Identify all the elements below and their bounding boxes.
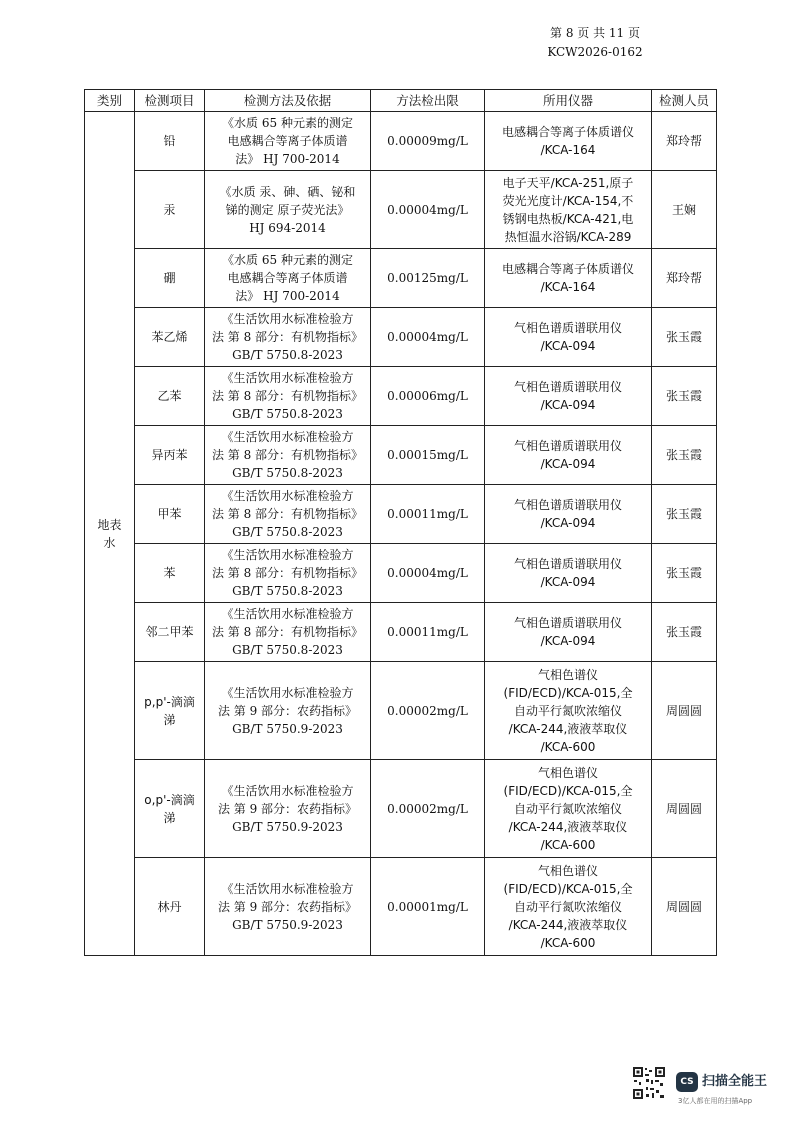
text-line: 法 第 9 部分：农药指标》: [217, 899, 358, 914]
table-row: [85, 485, 717, 544]
instrument-cell: [485, 308, 652, 367]
text-line: 邻二甲苯: [145, 625, 194, 639]
table-row: [85, 308, 717, 367]
method-cell: [205, 249, 371, 308]
text-line: 荧光光度计/KCA-154,不: [502, 193, 634, 208]
text-line: 气相色谱质谱联用仪: [513, 321, 622, 335]
test-item-cell: [135, 112, 205, 171]
detection-limit-cell: 0.00011mg/L: [371, 603, 485, 662]
tester-cell: 周圆圆: [652, 760, 717, 858]
tester-cell: 张玉霞: [652, 603, 717, 662]
text-line: 硼: [163, 271, 176, 285]
table-row: [85, 603, 717, 662]
text-line: 乙苯: [157, 389, 182, 403]
text-line: 林丹: [157, 899, 182, 914]
text-line: 《生活饮用水标准检验方: [221, 607, 354, 621]
table-row: [85, 662, 717, 760]
header-category: 类别: [85, 90, 135, 112]
text-line: 气相色谱质谱联用仪: [513, 557, 622, 571]
text-line: 苯乙烯: [151, 330, 188, 344]
text-line: 法》 HJ 700-2014: [235, 152, 340, 166]
test-item-cell: [135, 544, 205, 603]
camscanner-name: 扫描全能王: [702, 1074, 768, 1089]
tester-cell: 张玉霞: [652, 544, 717, 603]
header-test-item: 检测项目: [135, 90, 205, 112]
test-item-cell: [135, 662, 205, 760]
test-item-cell: [135, 858, 205, 956]
text-line: /KCA-094: [540, 398, 596, 412]
method-cell: [205, 112, 371, 171]
test-item-cell: [135, 249, 205, 308]
detection-limit-cell: 0.00009mg/L: [371, 112, 485, 171]
header-tester: 检测人员: [652, 90, 717, 112]
detection-limit-cell: 0.00125mg/L: [371, 249, 485, 308]
test-item-cell: [135, 308, 205, 367]
text-line: /KCA-600: [540, 935, 596, 950]
text-line: 《水质 65 种元素的测定: [222, 116, 353, 130]
text-line: 法 第 9 部分：农药指标》: [217, 801, 358, 816]
text-line: 苯: [163, 566, 176, 580]
text-line: 法 第 8 部分：有机物指标》: [211, 389, 364, 403]
tester-cell: 张玉霞: [652, 426, 717, 485]
text-line: /KCA-094: [540, 457, 596, 471]
text-line: GB/T 5750.9-2023: [232, 819, 343, 834]
method-cell: [205, 603, 371, 662]
text-line: 法 第 8 部分：有机物指标》: [211, 448, 364, 462]
detection-limit-cell: 0.00011mg/L: [371, 485, 485, 544]
text-line: /KCA-164: [540, 143, 596, 157]
text-line: 锑的测定 原子荧光法》: [225, 202, 350, 217]
text-line: GB/T 5750.9-2023: [232, 721, 343, 736]
text-line: /KCA-244,液液萃取仪: [508, 917, 628, 932]
tester-cell: 周圆圆: [652, 662, 717, 760]
text-line: 法 第 8 部分：有机物指标》: [211, 507, 364, 521]
text-line: 气相色谱质谱联用仪: [513, 498, 622, 512]
test-item-cell: [135, 485, 205, 544]
table-row: [85, 112, 717, 171]
text-line: 法 第 8 部分：有机物指标》: [211, 625, 364, 639]
text-line: 气相色谱仪: [537, 765, 598, 780]
detection-limit-cell: 0.00004mg/L: [371, 308, 485, 367]
instrument-cell: [485, 603, 652, 662]
table-row: [85, 544, 717, 603]
text-line: (FID/ECD)/KCA-015,全: [503, 881, 633, 896]
text-line: /KCA-094: [540, 634, 596, 648]
instrument-cell: [485, 249, 652, 308]
test-item-cell: [135, 171, 205, 249]
text-line: GB/T 5750.9-2023: [232, 917, 343, 932]
tester-cell: 王娴: [652, 171, 717, 249]
text-line: 铅: [163, 134, 176, 148]
text-line: 《水质 汞、砷、硒、铋和: [219, 184, 356, 199]
text-line: /KCA-244,液液萃取仪: [508, 721, 628, 736]
text-line: 自动平行氮吹浓缩仪: [513, 801, 622, 816]
text-line: 涕: [163, 810, 176, 825]
instrument-cell: [485, 367, 652, 426]
text-line: 法》 HJ 700-2014: [235, 289, 340, 303]
text-line: 电感耦合等离子体质谱: [227, 134, 348, 148]
text-line: p,p'-滴滴: [144, 694, 195, 709]
text-line: /KCA-094: [540, 575, 596, 589]
method-cell: [205, 858, 371, 956]
text-line: 电感耦合等离子体质谱: [227, 271, 348, 285]
table-row: [85, 171, 717, 249]
method-cell: [205, 485, 371, 544]
text-line: 自动平行氮吹浓缩仪: [513, 899, 622, 914]
text-line: GB/T 5750.8-2023: [232, 348, 343, 362]
test-methods-table: [84, 89, 717, 956]
detection-limit-cell: 0.00006mg/L: [371, 367, 485, 426]
text-line: /KCA-094: [540, 516, 596, 530]
text-line: 《生活饮用水标准检验方: [221, 489, 354, 503]
text-line: 《生活饮用水标准检验方: [221, 685, 354, 700]
report-number: KCW2026-0162: [547, 45, 643, 59]
header-method: 检测方法及依据: [205, 90, 371, 112]
text-line: /KCA-094: [540, 339, 596, 353]
text-line: 《生活饮用水标准检验方: [221, 548, 354, 562]
table-row: [85, 249, 717, 308]
detection-limit-cell: 0.00004mg/L: [371, 544, 485, 603]
detection-limit-cell: 0.00002mg/L: [371, 760, 485, 858]
table-row: [85, 426, 717, 485]
tester-cell: 郑玲帮: [652, 112, 717, 171]
table-header-row: [85, 90, 717, 112]
header-detection-limit: 方法检出限: [371, 90, 485, 112]
text-line: 《生活饮用水标准检验方: [221, 312, 354, 326]
page-header: [520, 24, 670, 62]
camscanner-tagline: 3亿人都在用的扫描App: [678, 1097, 753, 1105]
method-cell: [205, 367, 371, 426]
text-line: 锈钢电热板/KCA-421,电: [502, 211, 634, 226]
table-body: [85, 112, 717, 956]
tester-cell: 周圆圆: [652, 858, 717, 956]
test-item-cell: [135, 603, 205, 662]
text-line: /KCA-244,液液萃取仪: [508, 819, 628, 834]
camscanner-logo: CS: [676, 1072, 698, 1092]
text-line: 电感耦合等离子体质谱仪: [501, 125, 634, 139]
detection-limit-cell: 0.00001mg/L: [371, 858, 485, 956]
text-line: HJ 694-2014: [249, 220, 326, 235]
text-line: 气相色谱质谱联用仪: [513, 616, 622, 630]
page-number: 第 8 页 共 11 页: [550, 26, 640, 40]
text-line: 水: [103, 535, 116, 550]
instrument-cell: [485, 760, 652, 858]
tester-cell: 郑玲帮: [652, 249, 717, 308]
method-cell: [205, 171, 371, 249]
text-line: 涕: [163, 712, 176, 727]
text-line: 《水质 65 种元素的测定: [222, 253, 353, 267]
tester-cell: 张玉霞: [652, 367, 717, 426]
method-cell: [205, 662, 371, 760]
test-item-cell: [135, 760, 205, 858]
text-line: 气相色谱仪: [537, 863, 598, 878]
text-line: 《生活饮用水标准检验方: [221, 881, 354, 896]
text-line: 《生活饮用水标准检验方: [221, 371, 354, 385]
text-line: 电感耦合等离子体质谱仪: [501, 262, 634, 276]
text-line: 甲苯: [157, 507, 182, 521]
instrument-cell: [485, 662, 652, 760]
detection-limit-cell: 0.00002mg/L: [371, 662, 485, 760]
text-line: 自动平行氮吹浓缩仪: [513, 703, 622, 718]
text-line: 地表: [97, 517, 122, 532]
text-line: 异丙苯: [151, 448, 188, 462]
text-line: GB/T 5750.8-2023: [232, 407, 343, 421]
table-row: [85, 760, 717, 858]
text-line: 气相色谱仪: [537, 667, 598, 682]
category-cell: [85, 112, 135, 956]
text-line: /KCA-600: [540, 837, 596, 852]
detection-limit-cell: 0.00015mg/L: [371, 426, 485, 485]
instrument-cell: [485, 426, 652, 485]
table-row: [85, 367, 717, 426]
text-line: 汞: [163, 202, 176, 217]
text-line: 气相色谱质谱联用仪: [513, 439, 622, 453]
method-cell: [205, 308, 371, 367]
qr-code-icon: [632, 1066, 666, 1100]
table-row: [85, 858, 717, 956]
text-line: 法 第 9 部分：农药指标》: [217, 703, 358, 718]
method-cell: [205, 426, 371, 485]
text-line: 法 第 8 部分：有机物指标》: [211, 566, 364, 580]
instrument-cell: [485, 858, 652, 956]
text-line: /KCA-164: [540, 280, 596, 294]
tester-cell: 张玉霞: [652, 308, 717, 367]
text-line: 电子天平/KCA-251,原子: [502, 175, 634, 190]
detection-limit-cell: 0.00004mg/L: [371, 171, 485, 249]
text-line: GB/T 5750.8-2023: [232, 525, 343, 539]
text-line: (FID/ECD)/KCA-015,全: [503, 685, 633, 700]
scanner-watermark: [632, 1066, 782, 1110]
text-line: 气相色谱质谱联用仪: [513, 380, 622, 394]
header-instrument: 所用仪器: [485, 90, 652, 112]
text-line: 法 第 8 部分：有机物指标》: [211, 330, 364, 344]
method-cell: [205, 544, 371, 603]
text-line: GB/T 5750.8-2023: [232, 643, 343, 657]
text-line: /KCA-600: [540, 739, 596, 754]
text-line: GB/T 5750.8-2023: [232, 466, 343, 480]
tester-cell: 张玉霞: [652, 485, 717, 544]
instrument-cell: [485, 544, 652, 603]
text-line: 《生活饮用水标准检验方: [221, 783, 354, 798]
instrument-cell: [485, 112, 652, 171]
test-item-cell: [135, 367, 205, 426]
instrument-cell: [485, 171, 652, 249]
text-line: 热恒温水浴锅/KCA-289: [504, 229, 632, 244]
text-line: o,p'-滴滴: [144, 792, 195, 807]
text-line: GB/T 5750.8-2023: [232, 584, 343, 598]
text-line: (FID/ECD)/KCA-015,全: [503, 783, 633, 798]
instrument-cell: [485, 485, 652, 544]
test-item-cell: [135, 426, 205, 485]
method-cell: [205, 760, 371, 858]
text-line: 《生活饮用水标准检验方: [221, 430, 354, 444]
